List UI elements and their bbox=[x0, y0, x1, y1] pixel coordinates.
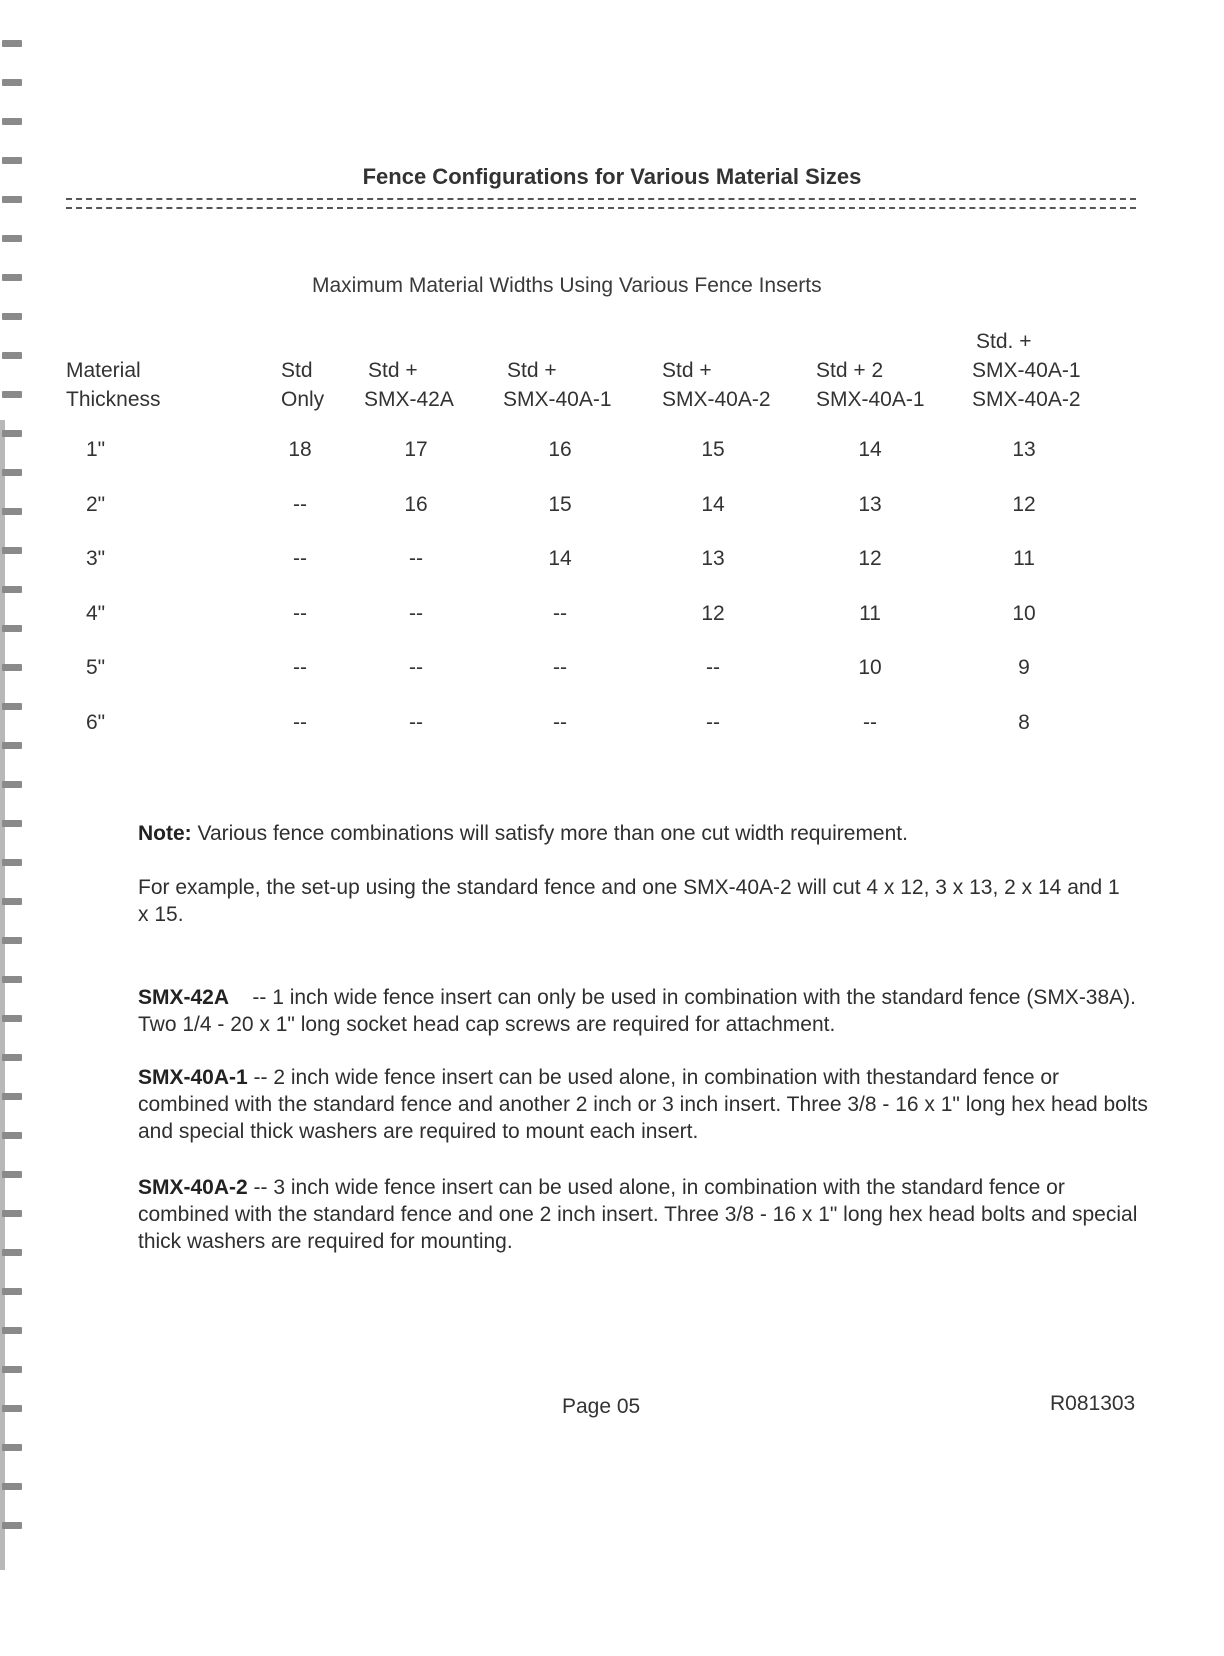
binding-tick bbox=[2, 274, 22, 281]
page-title: Fence Configurations for Various Material Sizes bbox=[362, 164, 862, 189]
binding-tick bbox=[2, 859, 22, 866]
width-cell: 13 bbox=[701, 547, 725, 570]
binding-tick bbox=[2, 1288, 22, 1295]
width-cell: 12 bbox=[1012, 492, 1036, 516]
binding-tick bbox=[2, 1405, 22, 1412]
width-cell: -- bbox=[706, 710, 720, 734]
width-cell: -- bbox=[293, 547, 307, 570]
width-cell: 11 bbox=[1013, 547, 1035, 570]
page-number: Page 05 bbox=[562, 1395, 641, 1418]
width-cell: 10 bbox=[858, 656, 882, 679]
binding-tick bbox=[2, 157, 22, 164]
width-cell: 14 bbox=[548, 547, 572, 570]
binding-tick bbox=[2, 547, 22, 554]
title-divider bbox=[66, 198, 1136, 209]
width-cell: 16 bbox=[548, 438, 572, 461]
thickness-cell: 5" bbox=[86, 656, 106, 679]
width-cell: -- bbox=[706, 656, 720, 679]
binding-tick bbox=[2, 313, 22, 320]
header-std-2-smx-40a-1: Std + 2 SMX-40A-1 bbox=[816, 359, 925, 411]
thickness-cell: 1" bbox=[86, 438, 106, 461]
binding-tick bbox=[2, 898, 22, 905]
part-smx-40a-2 bbox=[138, 1174, 1148, 1255]
binding-tick bbox=[2, 625, 22, 632]
revision-code: R081303 bbox=[1050, 1392, 1136, 1415]
binding-tick bbox=[2, 664, 22, 671]
width-cell: -- bbox=[553, 601, 567, 625]
width-cell: -- bbox=[409, 656, 423, 679]
binding-tick bbox=[2, 1249, 22, 1256]
header-std-smx-40a-1: Std + SMX-40A-1 bbox=[503, 359, 612, 411]
thickness-cell: 3" bbox=[86, 547, 106, 570]
width-cell: 9 bbox=[1018, 656, 1030, 679]
binding-tick bbox=[2, 1483, 22, 1490]
width-cell: 14 bbox=[701, 492, 725, 516]
width-cell: -- bbox=[409, 710, 423, 734]
thickness-cell: 4" bbox=[86, 601, 106, 625]
binding-tick bbox=[2, 430, 22, 437]
width-cell: -- bbox=[293, 710, 307, 734]
binding-tick bbox=[2, 508, 22, 515]
binding-tick bbox=[2, 742, 22, 749]
binding-tick bbox=[2, 1054, 22, 1061]
part-description: -- 3 inch wide fence insert can be used alone, in combination with the standard fence or combined with the standard fence and one 2 inch insert. Three 3/8 - 16 x 1" long hex head bolts and special thick washers are required for mounting. bbox=[138, 1176, 1138, 1253]
binding-tick bbox=[2, 1522, 22, 1529]
width-cell: -- bbox=[293, 656, 307, 679]
width-cell: -- bbox=[293, 492, 307, 516]
binding-tick bbox=[2, 1015, 22, 1022]
header-std-smx-40a-2: Std + SMX-40A-2 bbox=[662, 359, 771, 411]
width-cell: 10 bbox=[1012, 601, 1036, 625]
binding-tick bbox=[2, 469, 22, 476]
header-material-thickness: Material Thickness bbox=[66, 359, 161, 411]
example-paragraph: For example, the set-up using the standard fence and one SMX-40A-2 will cut 4 x 12, 3 x 13, 2 x 14 and 1 x 15. bbox=[138, 876, 1120, 926]
header-std-only: Std Only bbox=[281, 359, 325, 411]
binding-tick bbox=[2, 1093, 22, 1100]
part-description: -- 2 inch wide fence insert can be used alone, in combination with thestandard fence or combined with the standard fence and another 2 inch or 3 inch insert. Three 3/8 - 16 x 1" long hex head bolts and special thick washers are required to mount each insert. bbox=[138, 1066, 1148, 1143]
binding-tick bbox=[2, 79, 22, 86]
header-std-smx-40a-1-2: Std. + SMX-40A-1 SMX-40A-2 bbox=[972, 330, 1081, 411]
binding-tick bbox=[2, 1366, 22, 1373]
thickness-cell: 2" bbox=[86, 492, 106, 516]
binding-tick bbox=[2, 976, 22, 983]
binding-tick bbox=[2, 391, 22, 398]
width-cell: 17 bbox=[404, 438, 428, 461]
binding-tick bbox=[2, 352, 22, 359]
part-smx-40a-1 bbox=[138, 1064, 1148, 1145]
part-code: SMX-42A bbox=[138, 986, 230, 1009]
note-label: Note: bbox=[138, 822, 192, 845]
header-std-smx-42a: Std + SMX-42A bbox=[364, 359, 454, 411]
table-caption: Maximum Material Widths Using Various Fence Inserts bbox=[312, 274, 822, 297]
part-code: SMX-40A-1 bbox=[138, 1066, 248, 1089]
binding-tick bbox=[2, 1444, 22, 1451]
binding-tick bbox=[2, 703, 22, 710]
width-cell: 12 bbox=[701, 601, 725, 625]
width-cell: 13 bbox=[858, 492, 882, 516]
binding-tick bbox=[2, 937, 22, 944]
width-cell: -- bbox=[553, 710, 567, 734]
width-cell: 18 bbox=[288, 438, 312, 461]
binding-tick bbox=[2, 196, 22, 203]
binding-tick bbox=[2, 40, 22, 47]
binding-tick bbox=[2, 781, 22, 788]
width-cell: -- bbox=[409, 601, 423, 625]
width-cell: 14 bbox=[858, 438, 882, 461]
note-text: Various fence combinations will satisfy more than one cut width requirement. bbox=[191, 822, 908, 845]
width-cell: 8 bbox=[1018, 710, 1030, 734]
thickness-cell: 6" bbox=[86, 710, 106, 734]
part-code: SMX-40A-2 bbox=[138, 1176, 248, 1199]
width-cell: -- bbox=[409, 547, 423, 570]
width-cell: -- bbox=[293, 601, 307, 625]
binding-tick bbox=[2, 586, 22, 593]
binding-tick bbox=[2, 235, 22, 242]
binding-tick bbox=[2, 1327, 22, 1334]
binding-tick bbox=[2, 820, 22, 827]
binding-tick bbox=[2, 1171, 22, 1178]
width-cell: -- bbox=[863, 710, 877, 734]
spiral-binding-edge bbox=[0, 0, 40, 1656]
width-cell: 13 bbox=[1012, 438, 1036, 461]
width-cell: 16 bbox=[404, 492, 428, 516]
width-cell: -- bbox=[553, 656, 567, 679]
binding-tick bbox=[2, 118, 22, 125]
part-description: -- 1 inch wide fence insert can only be used in combination with the standard fence (SMX-38A). Two 1/4 - 20 x 1" long socket head cap screws are required for attachment. bbox=[138, 986, 1148, 1036]
note-paragraph bbox=[138, 820, 1158, 847]
width-cell: 15 bbox=[701, 438, 725, 461]
binding-tick bbox=[2, 1210, 22, 1217]
part-smx-42a bbox=[138, 984, 1148, 1038]
width-cell: 15 bbox=[548, 492, 572, 516]
width-cell: 12 bbox=[858, 547, 882, 570]
binding-tick bbox=[2, 1132, 22, 1139]
width-cell: 11 bbox=[859, 601, 881, 625]
